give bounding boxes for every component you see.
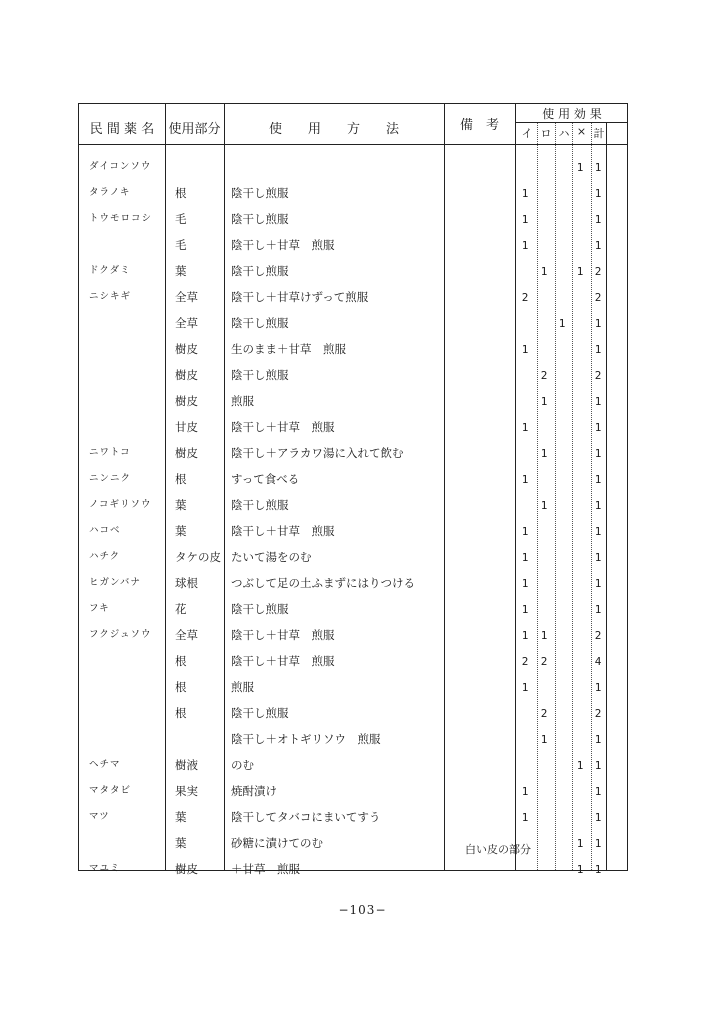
effect-i-cell: 1 (521, 785, 529, 798)
effect-i-cell: 1 (521, 525, 529, 538)
col-divider (444, 104, 445, 870)
part-cell: 毛 (175, 212, 187, 226)
effect-ro-cell: 1 (540, 447, 548, 460)
effect-total-cell: 1 (594, 213, 602, 226)
part-cell: 全草 (175, 290, 198, 304)
effect-i-cell: 1 (521, 421, 529, 434)
method-cell: 生のまま＋甘草 煎服 (231, 342, 346, 356)
part-cell: 樹皮 (175, 446, 198, 460)
drug-name-cell: ハコベ (89, 525, 121, 536)
header-divider (79, 144, 627, 145)
effect-ro-cell: 2 (540, 369, 548, 382)
effect-ro-cell: 1 (540, 733, 548, 746)
part-cell: 樹皮 (175, 862, 198, 876)
col-divider (224, 104, 225, 870)
method-cell: すって食べる (231, 472, 300, 486)
effect-total-cell: 2 (594, 369, 602, 382)
effect-total-cell: 1 (594, 343, 602, 356)
effect-ro-cell: 1 (540, 629, 548, 642)
header-effect-x: × (576, 125, 587, 138)
method-cell: 陰干し＋甘草 煎服 (231, 238, 335, 252)
header-effect-ro: ロ (540, 127, 552, 140)
part-cell: 葉 (175, 810, 187, 824)
col-divider-dotted (572, 122, 573, 870)
effect-i-cell: 1 (521, 473, 529, 486)
effect-ha-cell: 1 (558, 317, 566, 330)
herbal-medicine-table (78, 103, 628, 876)
effect-total-cell: 1 (594, 837, 602, 850)
drug-name-cell: ハチク (89, 551, 121, 562)
effect-total-cell: 1 (594, 577, 602, 590)
drug-name-cell: フキ (89, 603, 110, 614)
effect-i-cell: 1 (521, 239, 529, 252)
drug-name-cell: ダイコンソウ (89, 161, 152, 172)
drug-name-cell: マタタビ (89, 785, 132, 796)
part-cell: 樹皮 (175, 342, 198, 356)
method-cell: 陰干し煎服 (231, 316, 289, 330)
part-cell: 葉 (175, 498, 187, 512)
drug-name-cell: ヘチマ (89, 759, 121, 770)
part-cell: 葉 (175, 524, 187, 538)
note-cell: 白い皮の部分 (465, 843, 531, 856)
part-cell: タケの皮 (175, 550, 221, 564)
effect-i-cell: 1 (521, 681, 529, 694)
part-cell: 球根 (175, 576, 198, 590)
effect-total-cell: 1 (594, 499, 602, 512)
effect-ro-cell: 2 (540, 655, 548, 668)
effect-total-cell: 1 (594, 161, 602, 174)
part-cell: 根 (175, 186, 187, 200)
part-cell: 毛 (175, 238, 187, 252)
method-cell: 陰干し煎服 (231, 706, 289, 720)
part-cell: 樹液 (175, 758, 198, 772)
drug-name-cell: ニワトコ (89, 447, 131, 458)
effect-ro-cell: 1 (540, 395, 548, 408)
method-cell: 煎服 (231, 680, 254, 694)
header-effect: 使 用 効 果 (542, 107, 602, 121)
method-cell: 陰干し煎服 (231, 186, 289, 200)
effect-total-cell: 1 (594, 811, 602, 824)
effect-i-cell: 1 (521, 811, 529, 824)
part-cell: 全草 (175, 628, 198, 642)
method-cell: 陰干し＋オトギリソウ 煎服 (231, 732, 381, 746)
drug-name-cell: ヒガンバナ (89, 577, 141, 588)
effect-i-cell: 1 (521, 213, 529, 226)
effect-total-cell: 2 (594, 265, 602, 278)
method-cell: 陰干し＋甘草 煎服 (231, 420, 335, 434)
method-cell: 陰干し＋甘草けずって煎服 (231, 290, 369, 304)
effect-i-cell: 1 (521, 551, 529, 564)
effect-total-cell: 1 (594, 473, 602, 486)
effect-x-cell: 1 (576, 161, 584, 174)
effect-i-cell: 2 (521, 655, 529, 668)
method-cell: 陰干し＋甘草 煎服 (231, 524, 335, 538)
effect-total-cell: 1 (594, 681, 602, 694)
effect-total-cell: 1 (594, 785, 602, 798)
col-divider-dotted (591, 122, 592, 870)
effect-total-cell: 1 (594, 863, 602, 876)
method-cell: のむ (231, 758, 254, 772)
part-cell: 根 (175, 472, 187, 486)
effect-total-cell: 1 (594, 447, 602, 460)
effect-total-cell: 1 (594, 551, 602, 564)
effect-total-cell: 1 (594, 733, 602, 746)
effect-i-cell: 2 (521, 291, 529, 304)
method-cell: つぶして足の土ふまずにはりつける (231, 576, 415, 590)
part-cell: 根 (175, 680, 187, 694)
part-cell: 甘皮 (175, 420, 198, 434)
method-cell: 煎服 (231, 394, 254, 408)
effect-total-cell: 1 (594, 421, 602, 434)
effect-total-cell: 1 (594, 239, 602, 252)
col-divider-dotted (555, 122, 556, 870)
part-cell: 根 (175, 654, 187, 668)
header-effect-total: 計 (593, 127, 605, 140)
drug-name-cell: ニンニク (89, 473, 132, 484)
effect-i-cell: 1 (521, 187, 529, 200)
effect-x-cell: 1 (576, 759, 584, 772)
drug-name-cell: ドクダミ (89, 265, 131, 276)
method-cell: 砂糖に漬けてのむ (231, 836, 323, 850)
col-divider-dotted (537, 122, 538, 870)
drug-name-cell: タラノキ (89, 187, 131, 198)
col-divider (165, 104, 166, 870)
part-cell: 葉 (175, 836, 187, 850)
effect-total-cell: 2 (594, 291, 602, 304)
method-cell: 陰干し煎服 (231, 498, 289, 512)
effect-x-cell: 1 (576, 837, 584, 850)
method-cell: 陰干し煎服 (231, 264, 289, 278)
effect-i-cell: 1 (521, 629, 529, 642)
drug-name-cell: マユミ (89, 863, 121, 874)
effect-total-cell: 2 (594, 629, 602, 642)
method-cell: 陰干し＋甘草 煎服 (231, 628, 335, 642)
header-sub-divider (515, 122, 627, 123)
effect-total-cell: 1 (594, 317, 602, 330)
part-cell: 花 (175, 602, 187, 616)
effect-x-cell: 1 (576, 863, 584, 876)
method-cell: ＋甘草 煎服 (231, 862, 300, 876)
col-divider (515, 104, 516, 870)
part-cell: 葉 (175, 264, 187, 278)
drug-name-cell: トウモロコシ (89, 213, 153, 224)
header-method: 使 用 方 法 (268, 122, 399, 137)
page-number: −103− (338, 903, 387, 917)
header-note: 備 考 (459, 118, 499, 133)
effect-total-cell: 4 (594, 655, 602, 668)
effect-total-cell: 1 (594, 525, 602, 538)
method-cell: 陰干し煎服 (231, 368, 289, 382)
effect-i-cell: 1 (521, 603, 529, 616)
method-cell: たいて湯をのむ (231, 550, 312, 564)
effect-x-cell: 1 (576, 265, 584, 278)
part-cell: 樹皮 (175, 394, 198, 408)
method-cell: 陰干してタバコにまいてすう (231, 810, 381, 824)
effect-i-cell: 1 (521, 577, 529, 590)
effect-total-cell: 1 (594, 603, 602, 616)
effect-ro-cell: 1 (540, 265, 548, 278)
part-cell: 樹皮 (175, 368, 198, 382)
header-part: 使用部分 (168, 122, 221, 137)
drug-name-cell: ノコギリソウ (89, 499, 152, 510)
drug-name-cell: フクジュソウ (89, 629, 152, 640)
effect-total-cell: 1 (594, 187, 602, 200)
method-cell: 焼酎漬け (231, 784, 277, 798)
effect-ro-cell: 2 (540, 707, 548, 720)
effect-total-cell: 1 (594, 395, 602, 408)
effect-i-cell: 1 (521, 343, 529, 356)
method-cell: 陰干し煎服 (231, 212, 289, 226)
drug-name-cell: ニシキギ (89, 291, 132, 302)
method-cell: 陰干し＋甘草 煎服 (231, 654, 335, 668)
header-name: 民 間 薬 名 (89, 122, 155, 137)
effect-total-cell: 2 (594, 707, 602, 720)
header-effect-ha: ハ (558, 127, 570, 140)
header-effect-i: イ (521, 127, 533, 140)
col-divider (606, 122, 607, 870)
drug-name-cell: マツ (89, 811, 110, 822)
method-cell: 陰干し＋アラカワ湯に入れて飲む (231, 446, 404, 460)
effect-total-cell: 1 (594, 759, 602, 772)
part-cell: 全草 (175, 316, 198, 330)
effect-ro-cell: 1 (540, 499, 548, 512)
part-cell: 果実 (175, 784, 198, 798)
method-cell: 陰干し煎服 (231, 602, 289, 616)
part-cell: 根 (175, 706, 187, 720)
